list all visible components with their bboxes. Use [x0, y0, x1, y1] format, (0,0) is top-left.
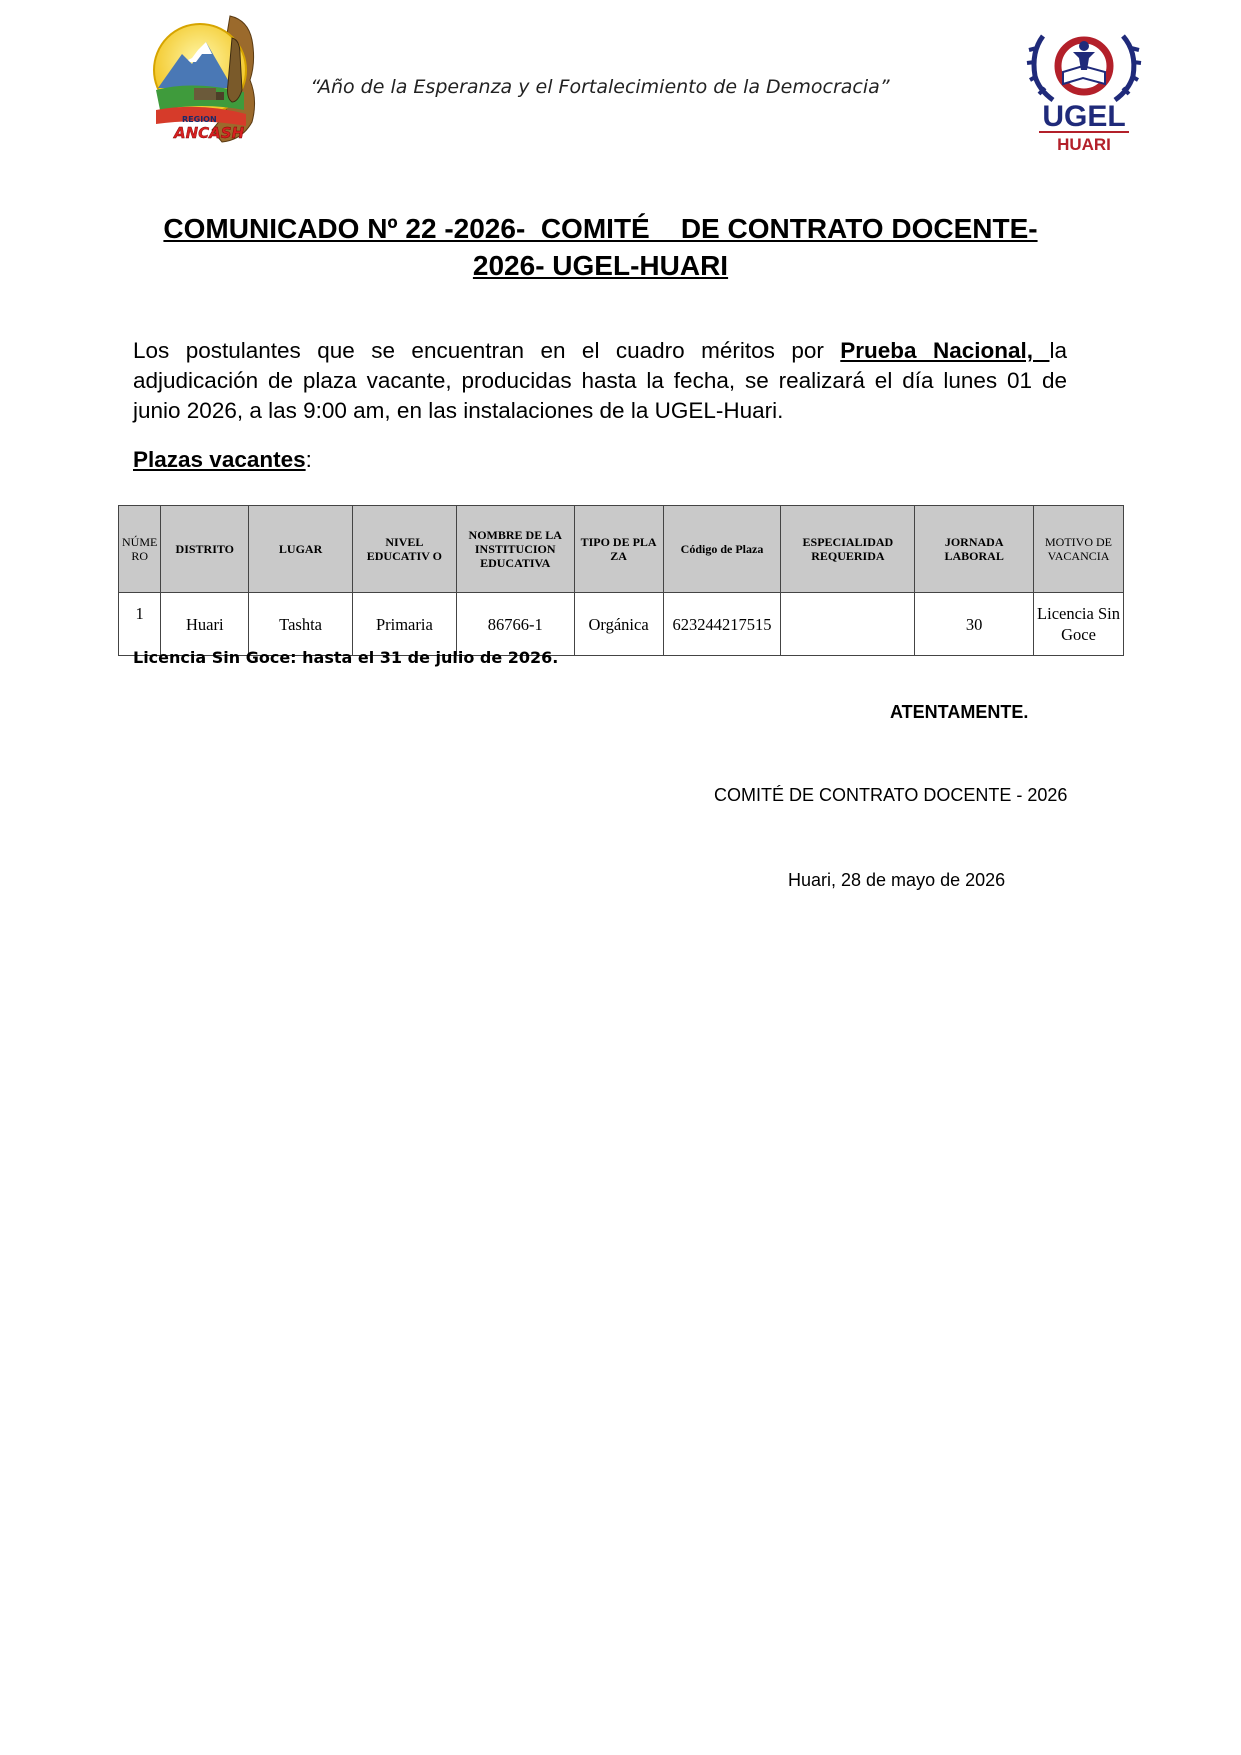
table-note: Licencia Sin Goce: hasta el 31 de julio de 2026. — [133, 648, 559, 667]
document-title: COMUNICADO Nº 22 -2026- COMITÉ DE CONTRATO DOCENTE- 2026- UGEL-HUARI — [163, 213, 1038, 281]
signature-committee: COMITÉ DE CONTRATO DOCENTE - 2026 — [714, 785, 1068, 805]
header-institucion: NOMBRE DE LA INSTITUCION EDUCATIVA — [456, 506, 574, 593]
document-date: Huari, 28 de mayo de 2026 — [788, 870, 1006, 890]
vacancies-heading — [133, 447, 312, 473]
cell-numero: 1 — [119, 593, 161, 656]
header-distrito: DISTRITO — [161, 506, 249, 593]
cell-nivel: Primaria — [352, 593, 456, 656]
intro-highlight: Prueba Nacional, — [840, 338, 1050, 363]
cell-codigo-plaza: 623244217515 — [663, 593, 781, 656]
cell-tipo-plaza: Orgánica — [574, 593, 663, 656]
ugel-huari-logo — [1025, 28, 1143, 156]
vacancy-table — [118, 505, 1124, 656]
intro-text-part1: Los postulantes que se encuentran en el cuadro méritos por — [133, 338, 841, 363]
vacancies-heading-suffix: : — [305, 447, 312, 472]
cell-motivo: Licencia Sin Goce — [1034, 593, 1124, 656]
year-motto: “Año de la Esperanza y el Fortalecimiento de la Democracia” — [310, 76, 890, 98]
header-codigo-plaza: Código de Plaza — [663, 506, 781, 593]
header-jornada: JORNADA LABORAL — [915, 506, 1034, 593]
header-numero: NÚME RO — [119, 506, 161, 593]
logo-text-ugel: UGEL — [1042, 100, 1126, 133]
header-tipo-plaza: TIPO DE PLA ZA — [574, 506, 663, 593]
logo-text-huari: HUARI — [1057, 135, 1111, 154]
intro-text-part2: la adjudicación de plaza vacante, producidas hasta la fecha, se realizará el día lunes 01 de junio 2026, a las 9:00 am, en las instalaciones de la UGEL-Huari. — [133, 338, 1067, 423]
vacancies-heading-label: Plazas vacantes — [133, 447, 306, 472]
cell-especialidad — [781, 593, 915, 656]
cell-lugar: Tashta — [249, 593, 353, 656]
closing-text: ATENTAMENTE. — [890, 702, 1029, 722]
cell-distrito: Huari — [161, 593, 249, 656]
header-motivo: MOTIVO DE VACANCIA — [1034, 506, 1124, 593]
header-lugar: LUGAR — [249, 506, 353, 593]
cell-institucion: 86766-1 — [456, 593, 574, 656]
logo-text-ancash: ANCASH — [174, 124, 245, 142]
header-nivel-educativo: NIVEL EDUCATIV O — [352, 506, 456, 593]
table-row — [119, 593, 1124, 656]
header-especialidad: ESPECIALIDAD REQUERIDA — [781, 506, 915, 593]
intro-paragraph — [133, 336, 1067, 426]
cell-jornada: 30 — [915, 593, 1034, 656]
table-header-row — [119, 506, 1124, 593]
logo-text-region: REGION — [182, 115, 217, 124]
